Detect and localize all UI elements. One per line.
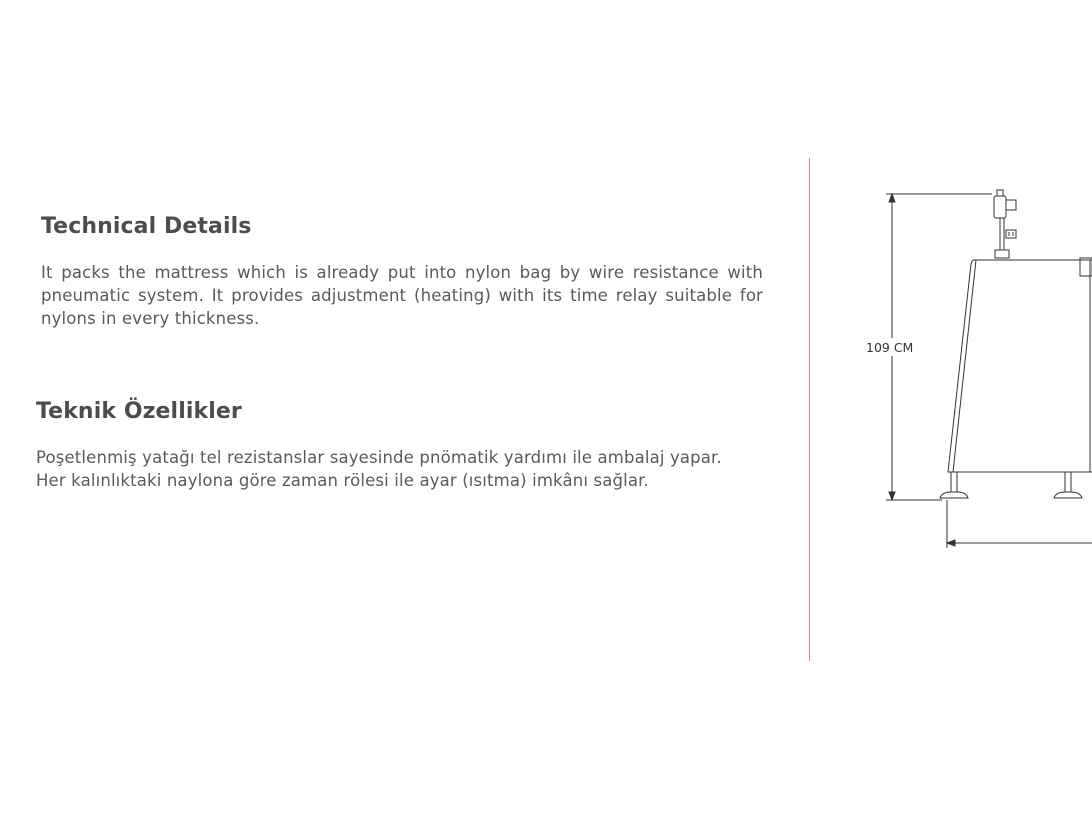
technical-details-heading: Technical Details [41, 214, 252, 239]
machine-body [948, 260, 1092, 472]
valve-cap [997, 190, 1003, 196]
vertical-divider [809, 158, 810, 661]
machine-body-inner-line [953, 260, 976, 472]
height-dimension-label: 109 CM [866, 340, 914, 355]
technical-details-section [41, 214, 763, 330]
left-foot [940, 492, 968, 498]
width-arrow-left [947, 540, 955, 546]
teknik-ozellikler-section [36, 399, 776, 492]
valve-body [994, 196, 1006, 218]
valve-side-block [1006, 200, 1016, 210]
technical-details-text: It packs the mattress which is already put into nylon bag by wire resistance with pneumatic system. It provides adjustment (heating) with its time relay suitable for nylons in every thickness. [41, 263, 763, 328]
teknik-ozellikler-line-2: Her kalınlıktaki naylona göre zaman rölesi ile ayar (ısıtma) imkânı sağlar. [36, 471, 649, 490]
right-foot [1054, 492, 1082, 498]
height-arrow-top [889, 194, 895, 202]
valve-base [995, 250, 1009, 258]
machine-technical-drawing [812, 150, 1092, 570]
teknik-ozellikler-line-1: Poşetlenmiş yatağı tel rezistanslar sayesinde pnömatik yardımı ile ambalaj yapar. [36, 448, 722, 467]
teknik-ozellikler-text [36, 446, 776, 492]
height-arrow-bottom [889, 492, 895, 500]
pressure-gauge [1006, 230, 1016, 238]
teknik-ozellikler-heading: Teknik Özellikler [36, 399, 242, 424]
